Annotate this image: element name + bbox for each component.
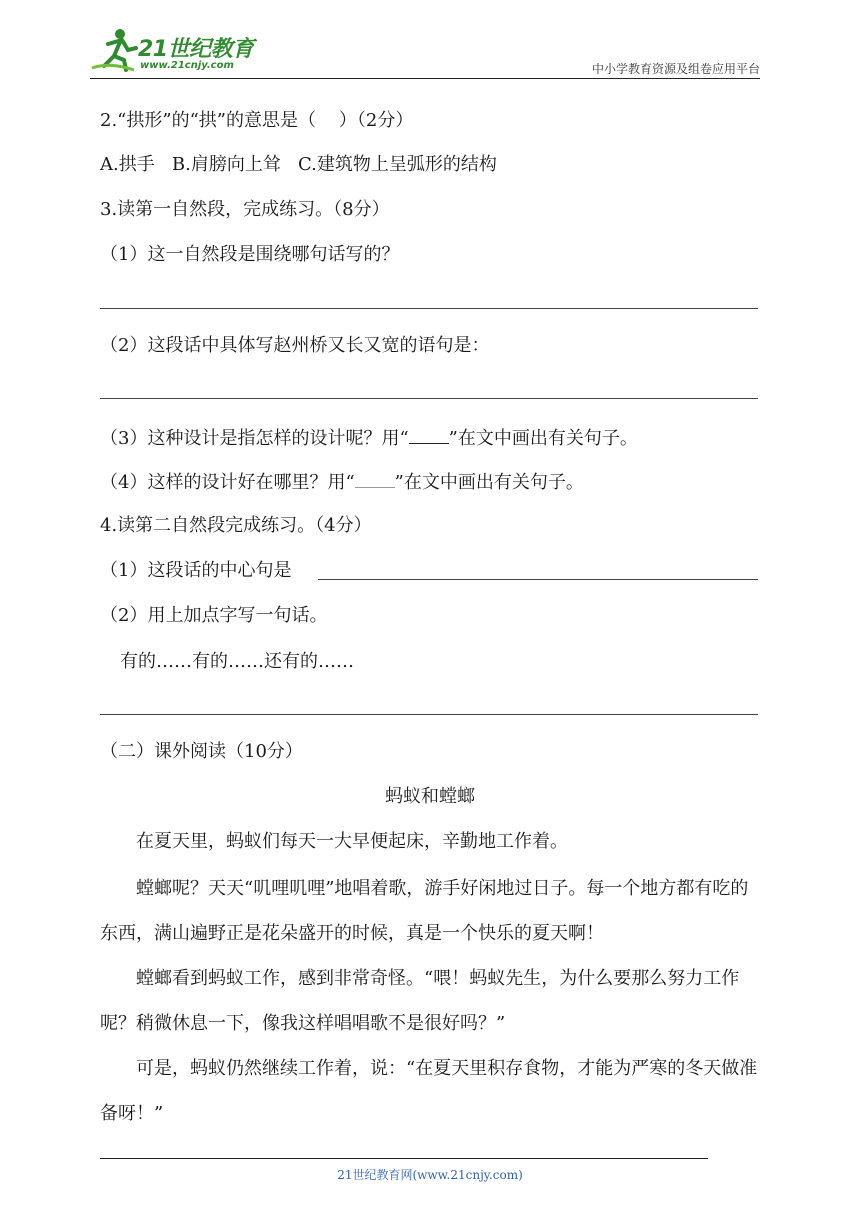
answer-line-4-1 <box>318 579 758 580</box>
question-4-2: （2）用上加点字写一句话。 <box>100 605 328 626</box>
answer-line-3-1 <box>100 308 758 309</box>
runner-logo-icon <box>90 26 140 74</box>
question-3-1: （1）这一自然段是围绕哪句话写的？ <box>100 244 400 265</box>
question-2-options: A.拱手 B.肩膀向上耸 C.建筑物上呈弧形的结构 <box>100 154 497 175</box>
question-3-3 <box>100 425 638 451</box>
question-4: 4.读第二自然段完成练习。（4分） <box>100 515 372 536</box>
question-2: 2.“拱形”的“拱”的意思是（ ）（2分） <box>100 110 414 131</box>
question-3-3-suffix: ”在文中画出有关句子。 <box>448 428 638 449</box>
reading-section-heading: （二）课外阅读（10分） <box>100 741 303 762</box>
logo-url: www.21cnjy.com <box>140 60 234 71</box>
reading-paragraph-1: 在夏天里，蚂蚁们每天一大早便起床，辛勤地工作着。 <box>136 831 568 852</box>
footer-divider <box>100 1158 708 1159</box>
reading-paragraph-4: 可是，蚂蚁仍然继续工作着，说：“在夏天里积存食物，才能为严寒的冬天做准备呀！” <box>100 1058 758 1124</box>
underline-mark-solid <box>409 425 449 444</box>
reading-paragraph-3: 螳螂看到蚂蚁工作，感到非常奇怪。“喂！蚂蚁先生，为什么要那么努力工作呢？稍微休息一下，像我这样唱唱歌不是很好吗？” <box>100 968 740 1034</box>
page-header <box>90 26 760 80</box>
reading-title: 蚂蚁和螳螂 <box>385 786 475 807</box>
question-4-1: （1）这段话的中心句是 <box>100 560 292 581</box>
site-logo <box>90 26 270 76</box>
answer-line-3-2 <box>100 398 758 399</box>
underline-mark-thin <box>355 469 395 488</box>
header-platform-text: 中小学教育资源及组卷应用平台 <box>591 62 760 76</box>
question-4-2-pattern: 有的……有的……还有的…… <box>120 651 354 672</box>
reading-paragraph-2: 螳螂呢？天天“叽哩叽哩”地唱着歌，游手好闲地过日子。每一个地方都有吃的东西，满山遍野正是花朵盛开的时候，真是一个快乐的夏天啊！ <box>100 878 749 944</box>
question-3-4-prefix: （4）这样的设计好在哪里？用“ <box>100 472 355 493</box>
footer-text: 21世纪教育网(www.21cnjy.com) <box>337 1168 523 1182</box>
header-divider <box>90 78 760 79</box>
logo-text: 21世纪教育 <box>138 37 254 62</box>
question-3-4-suffix: ”在文中画出有关句子。 <box>394 472 584 493</box>
question-3-3-prefix: （3）这种设计是指怎样的设计呢？用“ <box>100 428 409 449</box>
question-3: 3.读第一自然段，完成练习。（8分） <box>100 199 390 220</box>
question-3-2: （2）这段话中具体写赵州桥又长又宽的语句是： <box>100 335 490 356</box>
answer-line-4-2 <box>100 714 758 715</box>
question-3-4 <box>100 469 584 495</box>
